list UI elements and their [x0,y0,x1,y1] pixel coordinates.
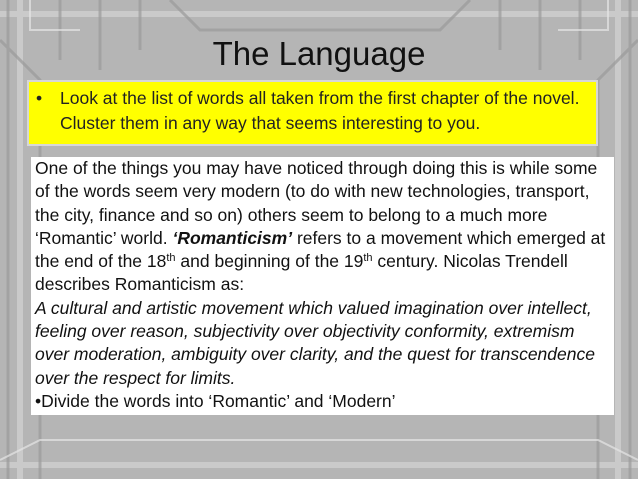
slide-title: The Language [212,35,426,72]
paragraph-text-4: century. Nicolas Trendell describes Romanticism as: [35,251,568,295]
paragraph-text-3: and beginning of the 19 [175,251,364,272]
paragraph-text-2: refers to a movement which emerged at the end of the 18 [35,227,606,272]
paragraph-text-1: One of the things you may have noticed through doing this is while some of the words seem very modern (to do with new technologies, transport, the city, finance and so on) others seem to belong to a much more ‘Romantic’ world. [35,158,598,248]
superscript-th-2: th [363,252,373,265]
divide-instruction: •Divide the words into ‘Romantic’ and ‘Modern’ [35,390,396,411]
superscript-th-1: th [166,252,176,265]
bullet-marker: • [36,88,43,108]
body-paragraph [35,157,610,297]
instruction-text: Look at the list of words all taken from the first chapter of the novel. Cluster them in any way that seems interesting to you. [60,88,580,133]
romanticism-term: ‘Romanticism’ [172,227,293,248]
content-panel [31,157,614,415]
instruction-bullet [36,86,596,136]
definition-quote: A cultural and artistic movement which valued imagination over intellect, feeling over reason, subjectivity over objectivity conformity, extremism over moderation, ambiguity over clarity, and the quest for transcendence over the respect for limits. [35,297,595,388]
